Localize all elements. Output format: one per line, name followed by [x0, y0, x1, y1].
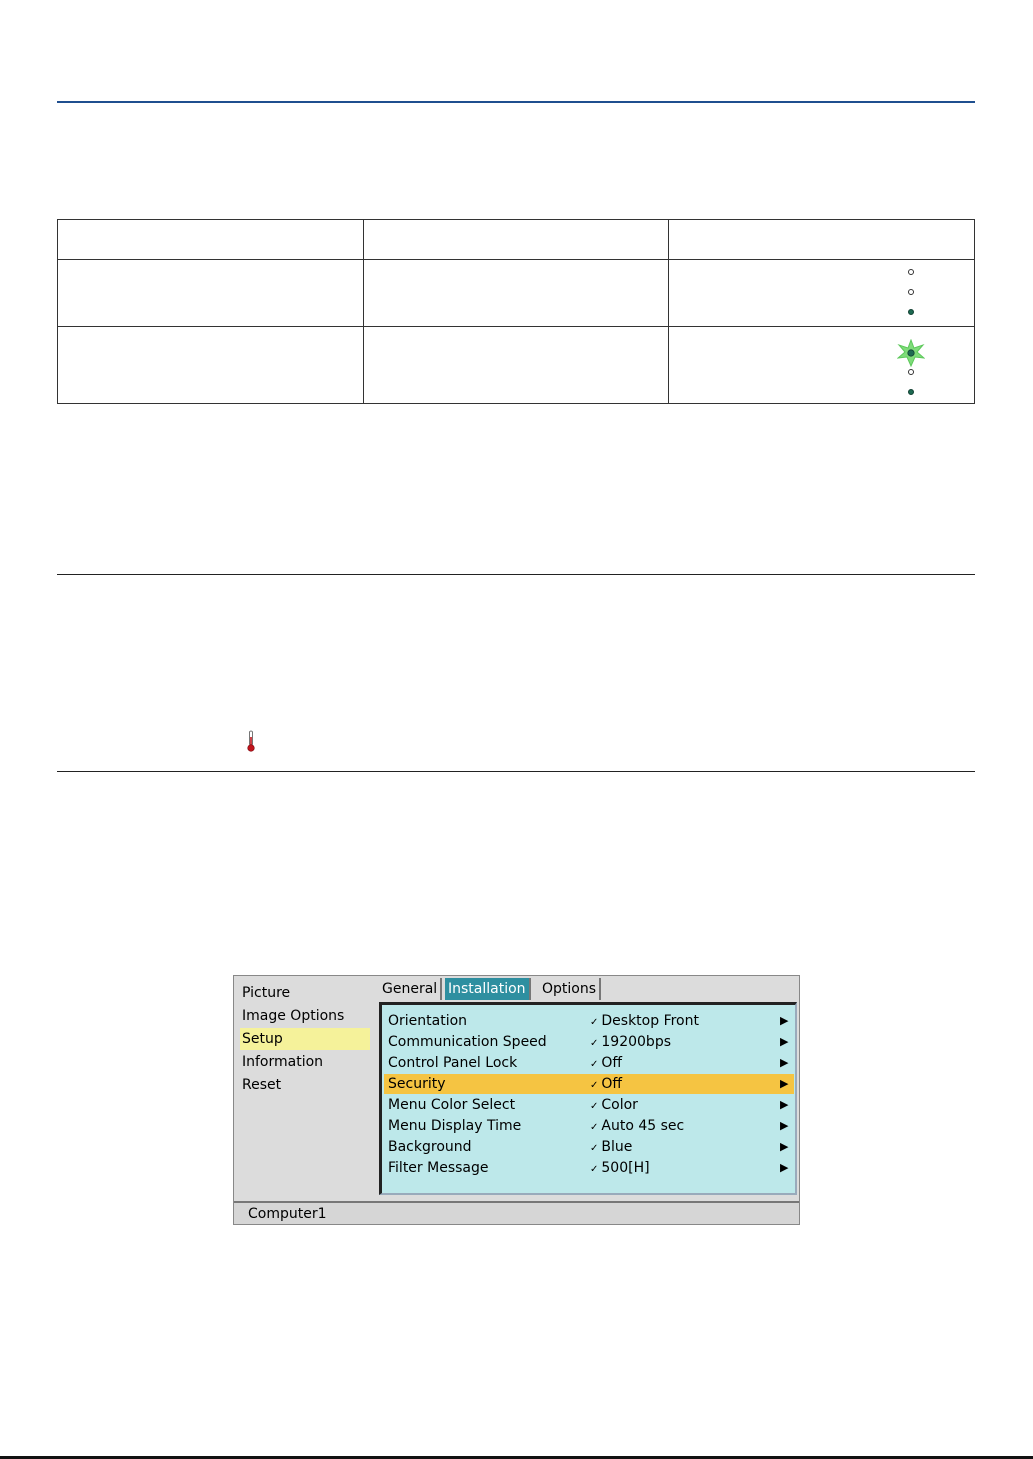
setting-row-background[interactable] [384, 1137, 794, 1157]
setting-label: Background [388, 1139, 472, 1155]
menu-item-information[interactable]: Information [242, 1054, 324, 1070]
check-icon: ✓ [590, 1017, 599, 1028]
led-on-icon [908, 389, 914, 395]
table-row [58, 260, 975, 327]
indicator-table [57, 219, 975, 404]
submenu-arrow-icon[interactable]: ▶ [780, 1098, 789, 1111]
setting-row-filter-message[interactable] [384, 1158, 794, 1178]
onscreen-menu [233, 975, 800, 1225]
setting-label: Menu Display Time [388, 1118, 522, 1134]
setting-label: Menu Color Select [388, 1097, 516, 1113]
indicator-cell [669, 327, 975, 404]
submenu-arrow-icon[interactable]: ▶ [780, 1140, 789, 1153]
table-header-row [58, 220, 975, 260]
setting-row-menu-color-select[interactable] [384, 1095, 794, 1115]
setting-row-orientation[interactable] [384, 1011, 794, 1031]
thermometer-icon [247, 730, 255, 752]
check-icon: ✓ [590, 1101, 599, 1112]
submenu-arrow-icon[interactable]: ▶ [780, 1014, 789, 1027]
section-rule [57, 771, 975, 772]
setting-value: ✓ Off [590, 1055, 623, 1071]
table-cell [58, 220, 364, 260]
setting-label: Communication Speed [388, 1034, 547, 1050]
setting-label: Security [388, 1076, 446, 1092]
table-cell [58, 260, 364, 327]
submenu-arrow-icon[interactable]: ▶ [780, 1035, 789, 1048]
menu-item-setup[interactable]: Setup [240, 1028, 370, 1050]
led-group [669, 260, 974, 326]
setting-value: ✓ 500[H] [590, 1160, 650, 1176]
setting-label: Control Panel Lock [388, 1055, 518, 1071]
status-bar [234, 1201, 799, 1224]
table-cell [363, 260, 669, 327]
table-cell [58, 327, 364, 404]
setting-row-security[interactable] [384, 1074, 794, 1094]
check-icon: ✓ [590, 1038, 599, 1049]
submenu-arrow-icon[interactable]: ▶ [780, 1056, 789, 1069]
submenu-arrow-icon[interactable]: ▶ [780, 1077, 789, 1090]
check-icon: ✓ [590, 1143, 599, 1154]
menu-item-reset[interactable]: Reset [242, 1077, 282, 1093]
setting-value: ✓ Blue [590, 1139, 633, 1155]
led-off-icon [908, 369, 914, 375]
setting-value: ✓ Off [590, 1076, 623, 1092]
menu-item-picture[interactable]: Picture [242, 985, 291, 1001]
setting-row-communication-speed[interactable] [384, 1032, 794, 1052]
submenu-arrow-icon[interactable]: ▶ [780, 1119, 789, 1132]
led-group [669, 327, 974, 403]
setting-value: ✓ 19200bps [590, 1034, 671, 1050]
led-off-icon [908, 269, 914, 275]
setting-value: ✓ Auto 45 sec [590, 1118, 685, 1134]
submenu-arrow-icon[interactable]: ▶ [780, 1161, 789, 1174]
settings-panel [379, 1002, 797, 1195]
tab-installation[interactable]: Installation [445, 978, 531, 1000]
check-icon: ✓ [590, 1164, 599, 1175]
setting-label: Filter Message [388, 1160, 489, 1176]
check-icon: ✓ [590, 1059, 599, 1070]
check-icon: ✓ [590, 1080, 599, 1091]
setting-label: Orientation [388, 1013, 468, 1029]
source-label: Computer1 [248, 1206, 327, 1222]
indicator-cell [669, 260, 975, 327]
table-cell [669, 220, 975, 260]
setting-row-menu-display-time[interactable] [384, 1116, 794, 1136]
tab-options[interactable]: Options [539, 978, 601, 1000]
setting-value: ✓ Color [590, 1097, 638, 1113]
table-cell [363, 220, 669, 260]
menu-item-image-options[interactable]: Image Options [242, 1008, 345, 1024]
setting-value: ✓ Desktop Front [590, 1013, 699, 1029]
table-cell [363, 327, 669, 404]
led-on-icon [908, 309, 914, 315]
check-icon: ✓ [590, 1122, 599, 1133]
table-row [58, 327, 975, 404]
section-rule [57, 574, 975, 575]
setting-row-control-panel-lock[interactable] [384, 1053, 794, 1073]
tab-general[interactable]: General [379, 978, 442, 1000]
top-rule [57, 101, 975, 103]
flashing-star-icon [897, 339, 925, 367]
led-off-icon [908, 289, 914, 295]
